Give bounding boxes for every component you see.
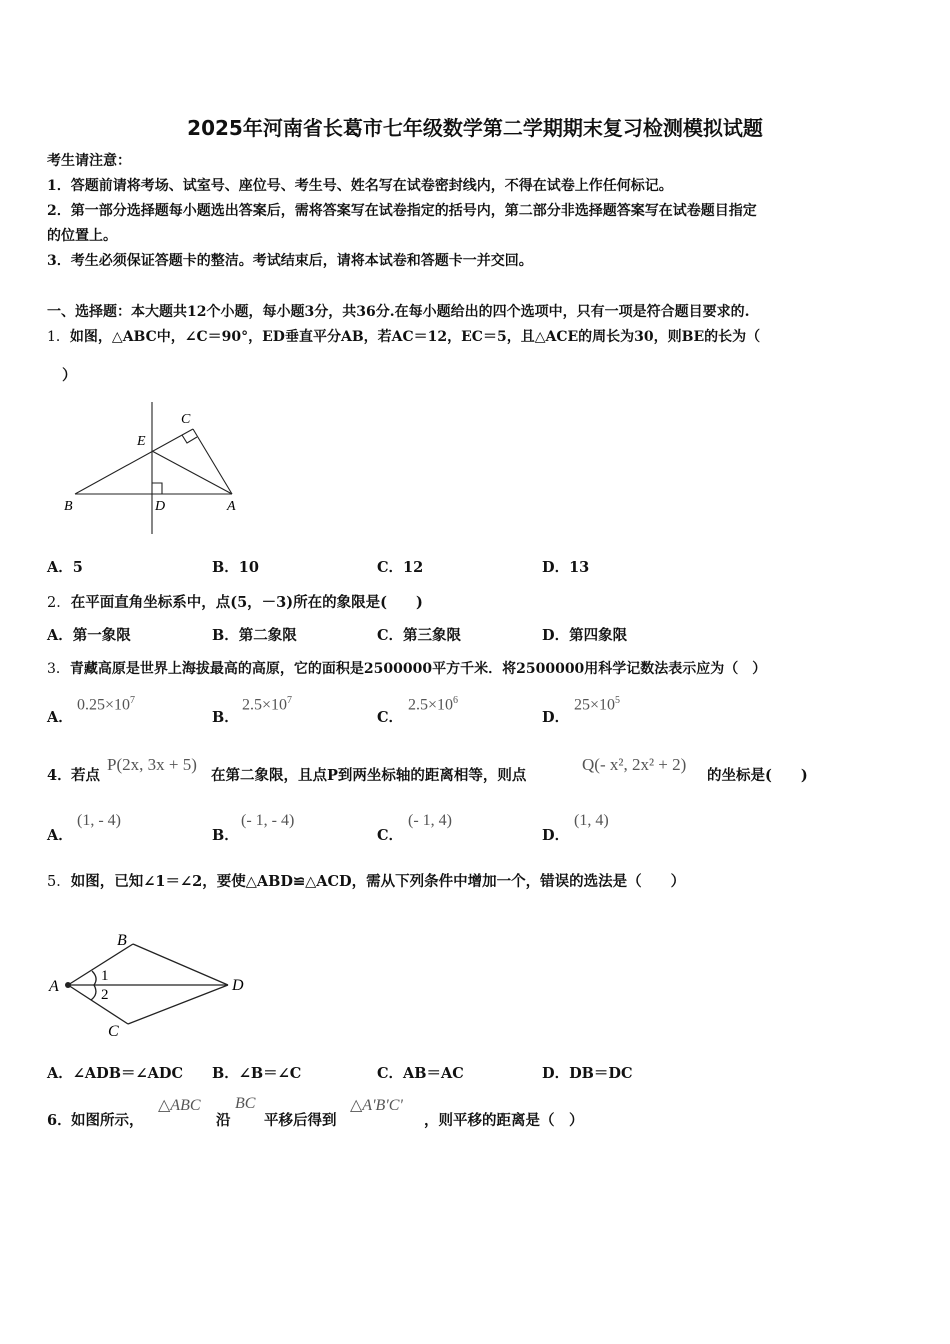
option-a[interactable]: A．第一象限 (47, 627, 131, 644)
question-6-along: 沿 (216, 1112, 231, 1129)
question-5 (47, 870, 685, 891)
figure-q1-triangle (55, 398, 255, 538)
angle-arc-1 (92, 971, 96, 985)
question-number: 1． (47, 329, 70, 345)
segment-bd (133, 944, 228, 985)
option-a[interactable]: A．5 (47, 559, 83, 576)
math-segment-bc: BC (235, 1095, 256, 1112)
notice-heading: 考生请注意： (47, 153, 131, 169)
point-p: P(2x, 3x + 5) (107, 755, 197, 774)
option-c-value[interactable]: $2.5\times 10^6$ (408, 695, 459, 714)
question-number: 5． (47, 874, 71, 890)
page-title: 2025年河南省长葛市七年级数学第二学期期末复习检测模拟试题 (187, 116, 763, 140)
option-c-label[interactable]: C． (377, 709, 404, 726)
label-e: E (137, 434, 146, 449)
question-6-mid: 平移后得到 (264, 1112, 337, 1129)
option-c[interactable]: C．12 (377, 559, 424, 576)
label-d: D (155, 499, 166, 514)
right-angle-d (152, 483, 162, 494)
point-a (65, 982, 71, 988)
segment-ac (68, 985, 128, 1024)
option-d[interactable]: D．13 (542, 559, 590, 576)
question-text: 如图，已知∠1＝∠2，要使△ABD≌△ACD，需从下列条件中增加一个，错误的选法是（ ） (70, 873, 686, 890)
option-b[interactable]: B．10 (212, 559, 259, 576)
option-c[interactable]: C．第三象限 (377, 627, 462, 644)
label-angle-1: 1 (101, 968, 109, 984)
option-c-label[interactable]: C． (377, 827, 404, 844)
segment-cd (128, 985, 228, 1024)
notice-item: 3．考生必须保证答题卡的整洁。考试结束后，请将本试卷和答题卡一并交回。 (47, 253, 533, 269)
label-angle-2: 2 (101, 987, 109, 1003)
option-d[interactable]: D．DB＝DC (542, 1065, 633, 1082)
option-a-label[interactable]: A． (47, 827, 73, 844)
option-a-label[interactable]: A． (47, 709, 73, 726)
question-4-num: 4． (47, 767, 72, 784)
label-b: B (117, 932, 127, 949)
label-d: D (232, 977, 244, 994)
option-a[interactable]: A．∠ADB＝∠ADC (47, 1065, 183, 1082)
label-c: C (181, 412, 191, 427)
question-4-mid: 在第二象限，且点P到两坐标轴的距离相等，则点 (211, 767, 527, 784)
question-text: 如图，△ABC中，∠C＝90°，ED垂直平分AB，若AC＝12，EC＝5，且△ACE的周长为30，则BE的长为（ (69, 329, 761, 345)
figure-q5-kite (45, 928, 260, 1040)
segment-ca (193, 429, 232, 494)
label-a: A (227, 499, 236, 514)
notice-item: 2．第一部分选择题每小题选出答案后，需将答案写在试卷指定的括号内，第二部分非选择题答案写在试卷题目指定 (47, 203, 757, 219)
question-4-pre: 若点 (71, 767, 100, 784)
section-heading: 一、选择题：本大题共12个小题，每小题3分，共36分.在每小题给出的四个选项中，只有一项是符合题目要求的. (47, 304, 750, 320)
question-number: 2． (47, 595, 71, 611)
question-6-num: 6． (47, 1112, 72, 1129)
option-b-label[interactable]: B． (212, 709, 239, 726)
option-c-value[interactable]: (- 1, 4) (408, 812, 452, 829)
question-text: 青藏高原是世界上海拔最高的高原，它的面积是2500000平方千米．将2500000用科学记数法表示应为（ ） (69, 661, 767, 677)
question-2 (47, 591, 423, 612)
label-b: B (64, 499, 73, 514)
angle-arc-2 (91, 985, 96, 1000)
math-triangle-abc: △ABC (158, 1097, 201, 1114)
question-1 (47, 326, 760, 346)
option-b-value[interactable]: (- 1, - 4) (241, 812, 295, 829)
option-b[interactable]: B．∠B＝∠C (212, 1065, 302, 1082)
option-a-value[interactable]: $0.25\times 10^7$ (77, 695, 136, 714)
question-text: 在平面直角坐标系中，点(5，－3)所在的象限是( ) (70, 594, 423, 611)
question-4-post: 的坐标是( ) (707, 767, 808, 784)
option-d-value[interactable]: (1, 4) (574, 812, 609, 829)
question-number: 3． (47, 661, 70, 677)
label-a: A (49, 978, 59, 995)
notice-item: 的位置上。 (47, 228, 117, 244)
question-1-cont: ） (62, 367, 77, 384)
right-angle-c (182, 435, 197, 443)
point-q: Q(- x², 2x² + 2) (582, 755, 687, 774)
question-6-pre: 如图所示， (71, 1112, 144, 1129)
question-6-post: ，则平移的距离是（ ） (424, 1112, 584, 1129)
segment-ea (152, 451, 232, 494)
option-c[interactable]: C．AB＝AC (377, 1065, 464, 1082)
option-b[interactable]: B．第二象限 (212, 627, 297, 644)
option-d-label[interactable]: D． (542, 827, 570, 844)
option-b-label[interactable]: B． (212, 827, 239, 844)
option-d[interactable]: D．第四象限 (542, 627, 628, 644)
label-c: C (108, 1023, 119, 1040)
option-d-label[interactable]: D． (542, 709, 570, 726)
math-triangle-a1b1c1: △A'B'C' (350, 1097, 403, 1114)
segment-bc (75, 429, 193, 494)
option-a-value[interactable]: (1, - 4) (77, 812, 121, 829)
option-b-value[interactable]: $2.5\times 10^7$ (242, 695, 293, 714)
option-d-value[interactable]: $25\times 10^5$ (574, 695, 621, 714)
notice-item: 1．答题前请将考场、试室号、座位号、考生号、姓名写在试卷密封线内，不得在试卷上作任何标记。 (47, 178, 673, 194)
question-3 (47, 658, 766, 678)
